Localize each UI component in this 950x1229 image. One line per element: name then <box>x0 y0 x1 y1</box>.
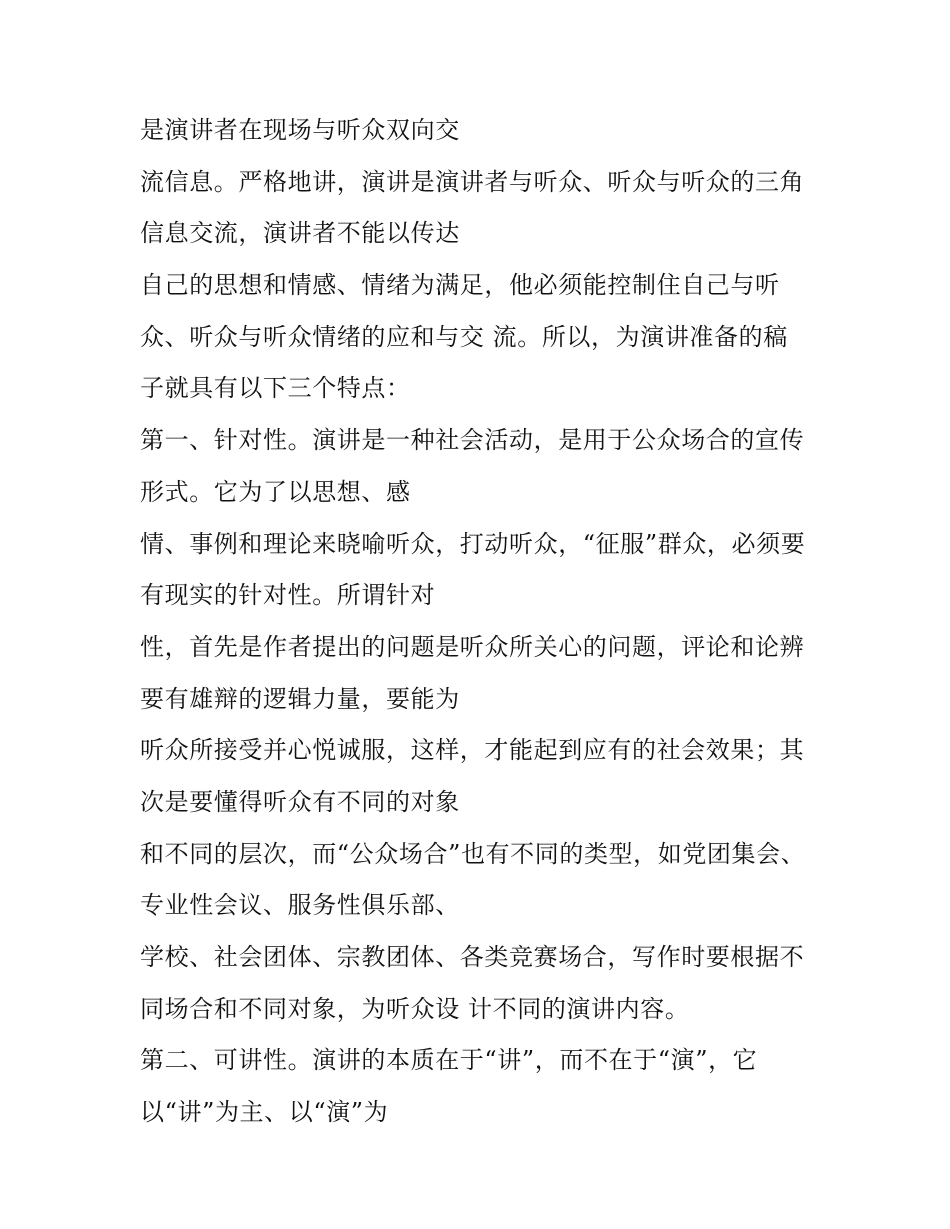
text-line: 第二、可讲性。演讲的本质在于“讲”，而不在于“演”，它 <box>140 1046 758 1075</box>
text-line: 众、听众与听众情绪的应和与交 流。所以，为演讲准备的稿 <box>140 322 788 351</box>
text-line: 是演讲者在现场与听众双向交 <box>140 116 460 144</box>
text-line: 要有雄辩的逻辑力量，要能为 <box>140 684 460 713</box>
text-line: 专业性会议、服务性俱乐部、 <box>140 891 460 920</box>
text-line: 以“讲”为主、以“演”为 <box>140 1098 389 1127</box>
text-line: 子就具有以下三个特点： <box>140 374 411 403</box>
text-line: 和不同的层次，而“公众场合”也有不同的类型，如党团集会、 <box>140 839 806 868</box>
text-line: 自己的思想和情感、情绪为满足，他必须能控制住自己与听 <box>140 271 780 300</box>
text-line: 流信息。严格地讲，演讲是演讲者与听众、听众与听众的三角 <box>140 167 805 196</box>
body-text <box>140 110 840 1144</box>
text-line: 第一、针对性。演讲是一种社会活动，是用于公众场合的宣传 <box>140 426 805 455</box>
text-line: 同场合和不同对象，为听众设 计不同的演讲内容。 <box>140 994 690 1023</box>
text-line: 学校、社会团体、宗教团体、各类竞赛场合，写作时要根据不 <box>140 943 805 971</box>
text-line: 有现实的针对性。所谓针对 <box>140 581 436 610</box>
text-line: 性，首先是作者提出的问题是听众所关心的问题，评论和论辨 <box>140 632 805 661</box>
text-line: 情、事例和理论来晓喻听众，打动听众，“征服”群众，必须要 <box>140 529 806 558</box>
text-line: 信息交流，演讲者不能以传达 <box>140 219 460 248</box>
text-line: 形式。它为了以思想、感 <box>140 477 411 506</box>
text-line: 次是要懂得听众有不同的对象 <box>140 787 460 816</box>
text-line: 听众所接受并心悦诚服，这样，才能起到应有的社会效果；其 <box>140 736 805 765</box>
